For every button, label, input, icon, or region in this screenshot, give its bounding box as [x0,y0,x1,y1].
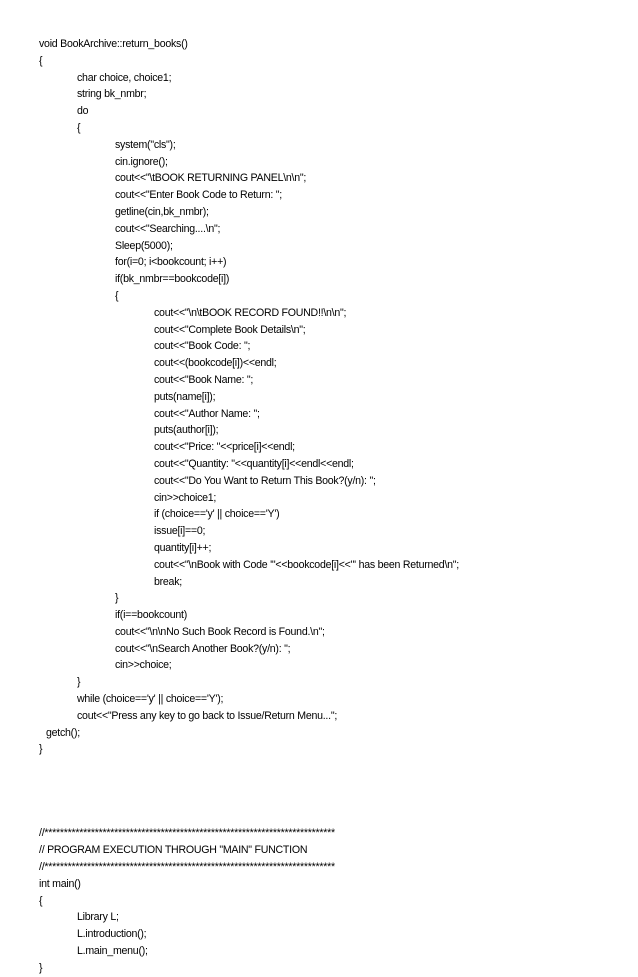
code-line: getline(cin,bk_nmbr); [115,205,209,218]
code-line: } [39,961,43,974]
code-line: cout<<"\nSearch Another Book?(y/n): "; [115,642,291,655]
code-line: { [39,894,43,907]
comment-rule: //*************************************************************************** [39,827,335,840]
code-line: cout<<"\n\tBOOK RECORD FOUND!!\n\n"; [154,306,347,319]
code-line: quantity[i]++; [154,541,212,554]
code-line: getch(); [46,726,80,739]
code-line: while (choice=='y' || choice=='Y'); [77,693,224,706]
code-line: puts(author[i]); [154,424,219,437]
code-line: cout<<"Enter Book Code to Return: "; [115,189,282,202]
code-line: cout<<"Press any key to go back to Issue/Return Menu..."; [77,709,338,722]
code-line: } [115,592,119,605]
comment-heading: // PROGRAM EXECUTION THROUGH "MAIN" FUNCTION [39,844,308,857]
code-line: if(i==bookcount) [115,609,187,622]
code-line: } [39,743,43,756]
code-line: cout<<"Searching....\n"; [115,222,221,235]
code-line: cin>>choice; [115,659,172,672]
code-line: } [77,676,81,689]
code-line: { [115,289,119,302]
code-line: issue[i]==0; [154,525,206,538]
code-line: if (choice=='y' || choice=='Y') [154,508,280,521]
comment-rule: //*************************************************************************** [39,861,335,874]
blank-line [39,775,619,792]
code-line: system("cls"); [115,138,176,151]
code-line: Library L; [77,911,119,924]
code-line: cin>>choice1; [154,491,217,504]
code-line: cout<<"Author Name: "; [154,407,260,420]
code-line: cout<<"\n\nNo Such Book Record is Found.\n"; [115,625,325,638]
code-line: cout<<"Do You Want to Return This Book?(y/n): "; [154,474,376,487]
code-line: cout<<"\tBOOK RETURNING PANEL\n\n"; [115,172,307,185]
function-signature: void BookArchive::return_books() [39,38,188,50]
code-line: cout<<"Quantity: "<<quantity[i]<<endl<<endl; [154,457,354,470]
code-line: for(i=0; i<bookcount; i++) [115,256,227,269]
code-line: L.introduction(); [77,928,147,941]
blank-line [39,809,619,826]
code-line: puts(name[i]); [154,390,216,403]
code-line: L.main_menu(); [77,945,148,958]
code-line: string bk_nmbr; [77,88,147,101]
code-line: Sleep(5000); [115,239,173,252]
code-line: do [77,105,89,118]
code-line: { [77,121,81,134]
main-signature: int main() [39,877,81,890]
code-line: cout<<"Book Code: "; [154,340,251,353]
code-line: cout<<(bookcode[i])<<endl; [154,357,277,370]
blank-line [39,792,619,809]
code-line: cout<<"Price: "<<price[i]<<endl; [154,441,295,454]
code-line: cout<<"Book Name: "; [154,373,254,386]
code-line: char choice, choice1; [77,71,172,84]
code-line: cout<<"Complete Book Details\n"; [154,323,306,336]
code-line: if(bk_nmbr==bookcode[i]) [115,273,230,286]
code-line: { [39,54,43,67]
blank-line [39,758,619,775]
code-listing [39,36,619,977]
code-line: break; [154,575,182,588]
code-line: cout<<"\nBook with Code '"<<bookcode[i]<<"' has been Returned\n"; [154,558,459,571]
code-line: cin.ignore(); [115,155,168,168]
